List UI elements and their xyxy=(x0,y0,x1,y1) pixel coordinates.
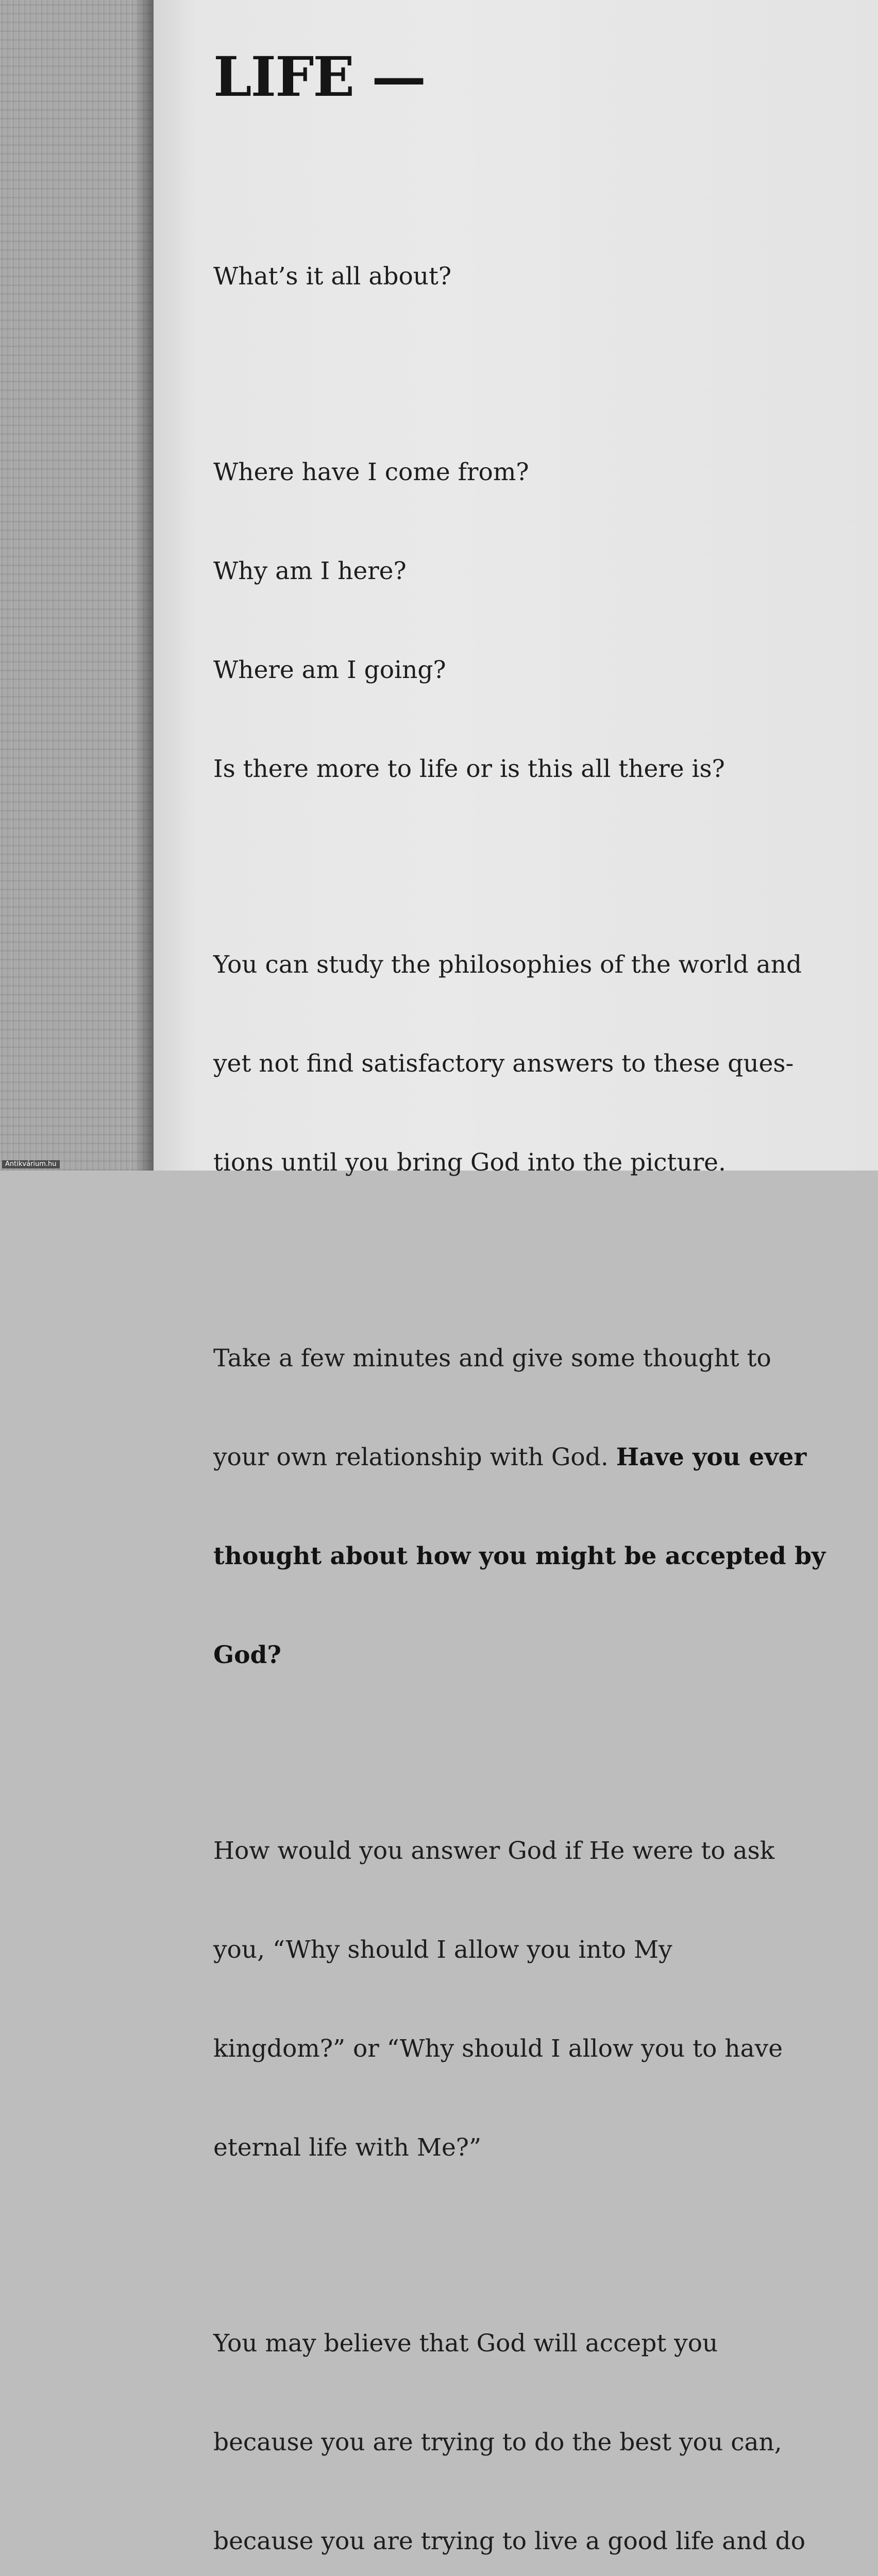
paragraph-6 xyxy=(213,2261,857,2576)
text-line: you, “Why should I allow you into My xyxy=(213,1936,672,1964)
text-line: tions until you bring God into the picture. xyxy=(213,1148,726,1177)
page-title: LIFE — xyxy=(213,44,426,109)
page-content xyxy=(213,44,857,2576)
text-line: yet not find satisfactory answers to these ques- xyxy=(213,1049,794,1078)
book-page xyxy=(154,0,878,2555)
text-line: because you are trying to live a good life and do xyxy=(213,2527,805,2555)
emphasis-text: thought about how you might be accepted by xyxy=(213,1542,826,1570)
text-line: kingdom?” or “Why should I allow you to have xyxy=(213,2035,783,2063)
paragraph-5 xyxy=(213,1769,857,2230)
text-line: Where am I going? xyxy=(213,656,446,684)
text-line: because you are trying to do the best you can, xyxy=(213,2428,782,2456)
text-line: What’s it all about? xyxy=(213,262,452,291)
text-line: You can study the philosophies of the world and xyxy=(213,951,802,979)
text-line: You may believe that God will accept you xyxy=(213,2329,718,2358)
emphasis-text: God? xyxy=(213,1641,281,1669)
paragraph-1 xyxy=(213,194,857,359)
text-line: How would you answer God if He were to ask xyxy=(213,1837,775,1865)
text-line: Where have I come from? xyxy=(213,458,529,486)
text-line xyxy=(213,1540,857,1573)
paragraph-2 xyxy=(213,390,857,852)
text-line: Why am I here? xyxy=(213,557,407,585)
text-line: Take a few minutes and give some thought to xyxy=(213,1344,771,1372)
watermark-label: Antikvárium.hu xyxy=(2,1160,60,1168)
text-line xyxy=(213,1639,857,1672)
gutter-shadow xyxy=(135,0,156,1171)
book-binding xyxy=(0,0,153,1171)
text-line: eternal life with Me?” xyxy=(213,2133,481,2162)
emphasis-text: Have you ever xyxy=(616,1443,807,1471)
paragraph-4 xyxy=(213,1276,857,1738)
text-line: Is there more to life or is this all there is? xyxy=(213,755,725,783)
paragraph-3 xyxy=(213,883,857,1245)
text-line: your own relationship with God. Have you ever xyxy=(213,1443,807,1471)
